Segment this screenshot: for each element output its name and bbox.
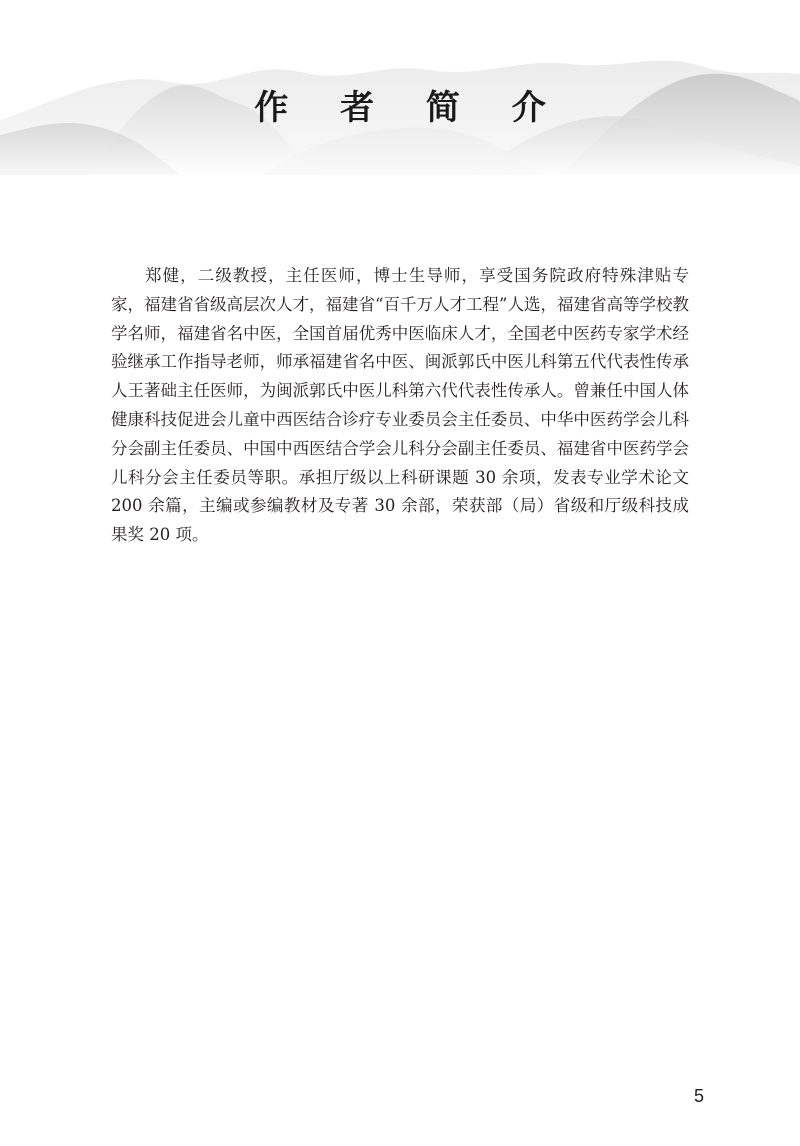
author-bio-paragraph: 郑健，二级教授，主任医师，博士生导师，享受国务院政府特殊津贴专家，福建省省级高层次人才，福建省“百千万人才工程”人选，福建省高等学校教学名师，福建省名中医，全国首届优秀中医临床人才，全国老中医药专家学术经验继承工作指导老师，师承福建省名中医、闽派郭氏中医儿科第五代代表性传承人王著础主任医师，为闽派郭氏中医儿科第六代代表性传承人。曾兼任中国人体健康科技促进会儿童中西医结合诊疗专业委员会主任委员、中华中医药学会儿科分会副主任委员、中国中西医结合学会儿科分会副主任委员、福建省中医药学会儿科分会主任委员等职。承担厅级以上科研课题 30 余项，发表专业学术论文 200 余篇，主编或参编教材及专著 30 余部，荣获部（局）省级和厅级科技成果奖 20 项。 [111, 266, 689, 545]
page-title: 作 者 简 介 [254, 88, 566, 128]
page-number: 5 [693, 1086, 704, 1106]
